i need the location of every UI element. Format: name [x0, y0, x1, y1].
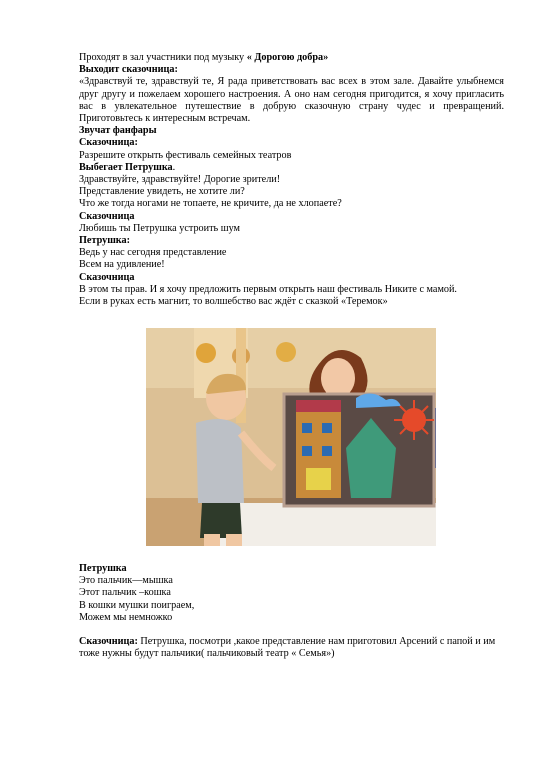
text-block-bottom — [79, 563, 504, 660]
finger-cat-line: Этот пальчик –кошка — [79, 587, 171, 599]
right-line-2: Если в руках есть магнит, то волшебство вас ждёт с сказкой «Теремок» — [79, 296, 388, 308]
greeting-paragraph: «Здравствуй те, здравствуй те, Я рада приветствовать вас всех в этом зале. Давайте улыбнемся друг другу и пожелаем хорошего настроения. А оно нам сегодня пригодится, я хочу пригласить вас в увлекательное путешествие в добрую сказочную страну чудес и превращений. Приготовьтесь к интересным встречам. — [79, 76, 504, 125]
final-paragraph: Сказочница: Петрушка, посмотри ,какое представление нам приготовил Арсений с папой и им тоже нужны будут пальчики( пальчиковый театр « Семья») — [79, 636, 496, 660]
why-not-line: Что же тогда ногами не топаете, не кричите, да не хлопаете? — [79, 198, 342, 210]
intro-line: Проходят в зал участники под музыку « Дорогою добра» — [79, 52, 329, 63]
text-block-top — [79, 52, 504, 308]
performance-photo — [146, 328, 436, 546]
petrushka-runs-line: Выбегает Петрушка. — [79, 161, 176, 173]
speaker-storyteller: Сказочница — [79, 210, 135, 222]
finger-mouse-line: Это пальчик—мышка — [79, 575, 173, 587]
today-show-line: Ведь у нас сегодня представление — [79, 247, 227, 259]
right-line-1: В этом ты прав. И я хочу предложить первым открыть наш фестиваль Никите с мамой. — [79, 283, 457, 295]
fanfare-heading: Звучат фанфары — [79, 125, 157, 137]
photo-illustration — [146, 328, 436, 546]
speaker-petrushka: Петрушка — [79, 563, 127, 574]
speaker-petrushka: Петрушка: — [79, 235, 131, 247]
want-see-line: Представление увидеть, не хотите ли? — [79, 186, 245, 198]
all-surprised-line: Всем на удивление! — [79, 259, 165, 271]
storyteller-enters: Выходит сказочница: — [79, 64, 178, 76]
open-festival-line: Разрешите открыть фестиваль семейных театров — [79, 149, 292, 161]
hello-line: Здравствуйте, здравствуйте! Дорогие зрители! — [79, 174, 281, 186]
a-little-line: Можем мы немножко — [79, 611, 173, 623]
speaker-storyteller: Сказочница — [79, 271, 135, 283]
like-noise-line: Любишь ты Петрушка устроить шум — [79, 222, 240, 234]
speaker-storyteller: Сказочница: — [79, 137, 138, 149]
play-mice-line: В кошки мушки поиграем, — [79, 599, 195, 611]
